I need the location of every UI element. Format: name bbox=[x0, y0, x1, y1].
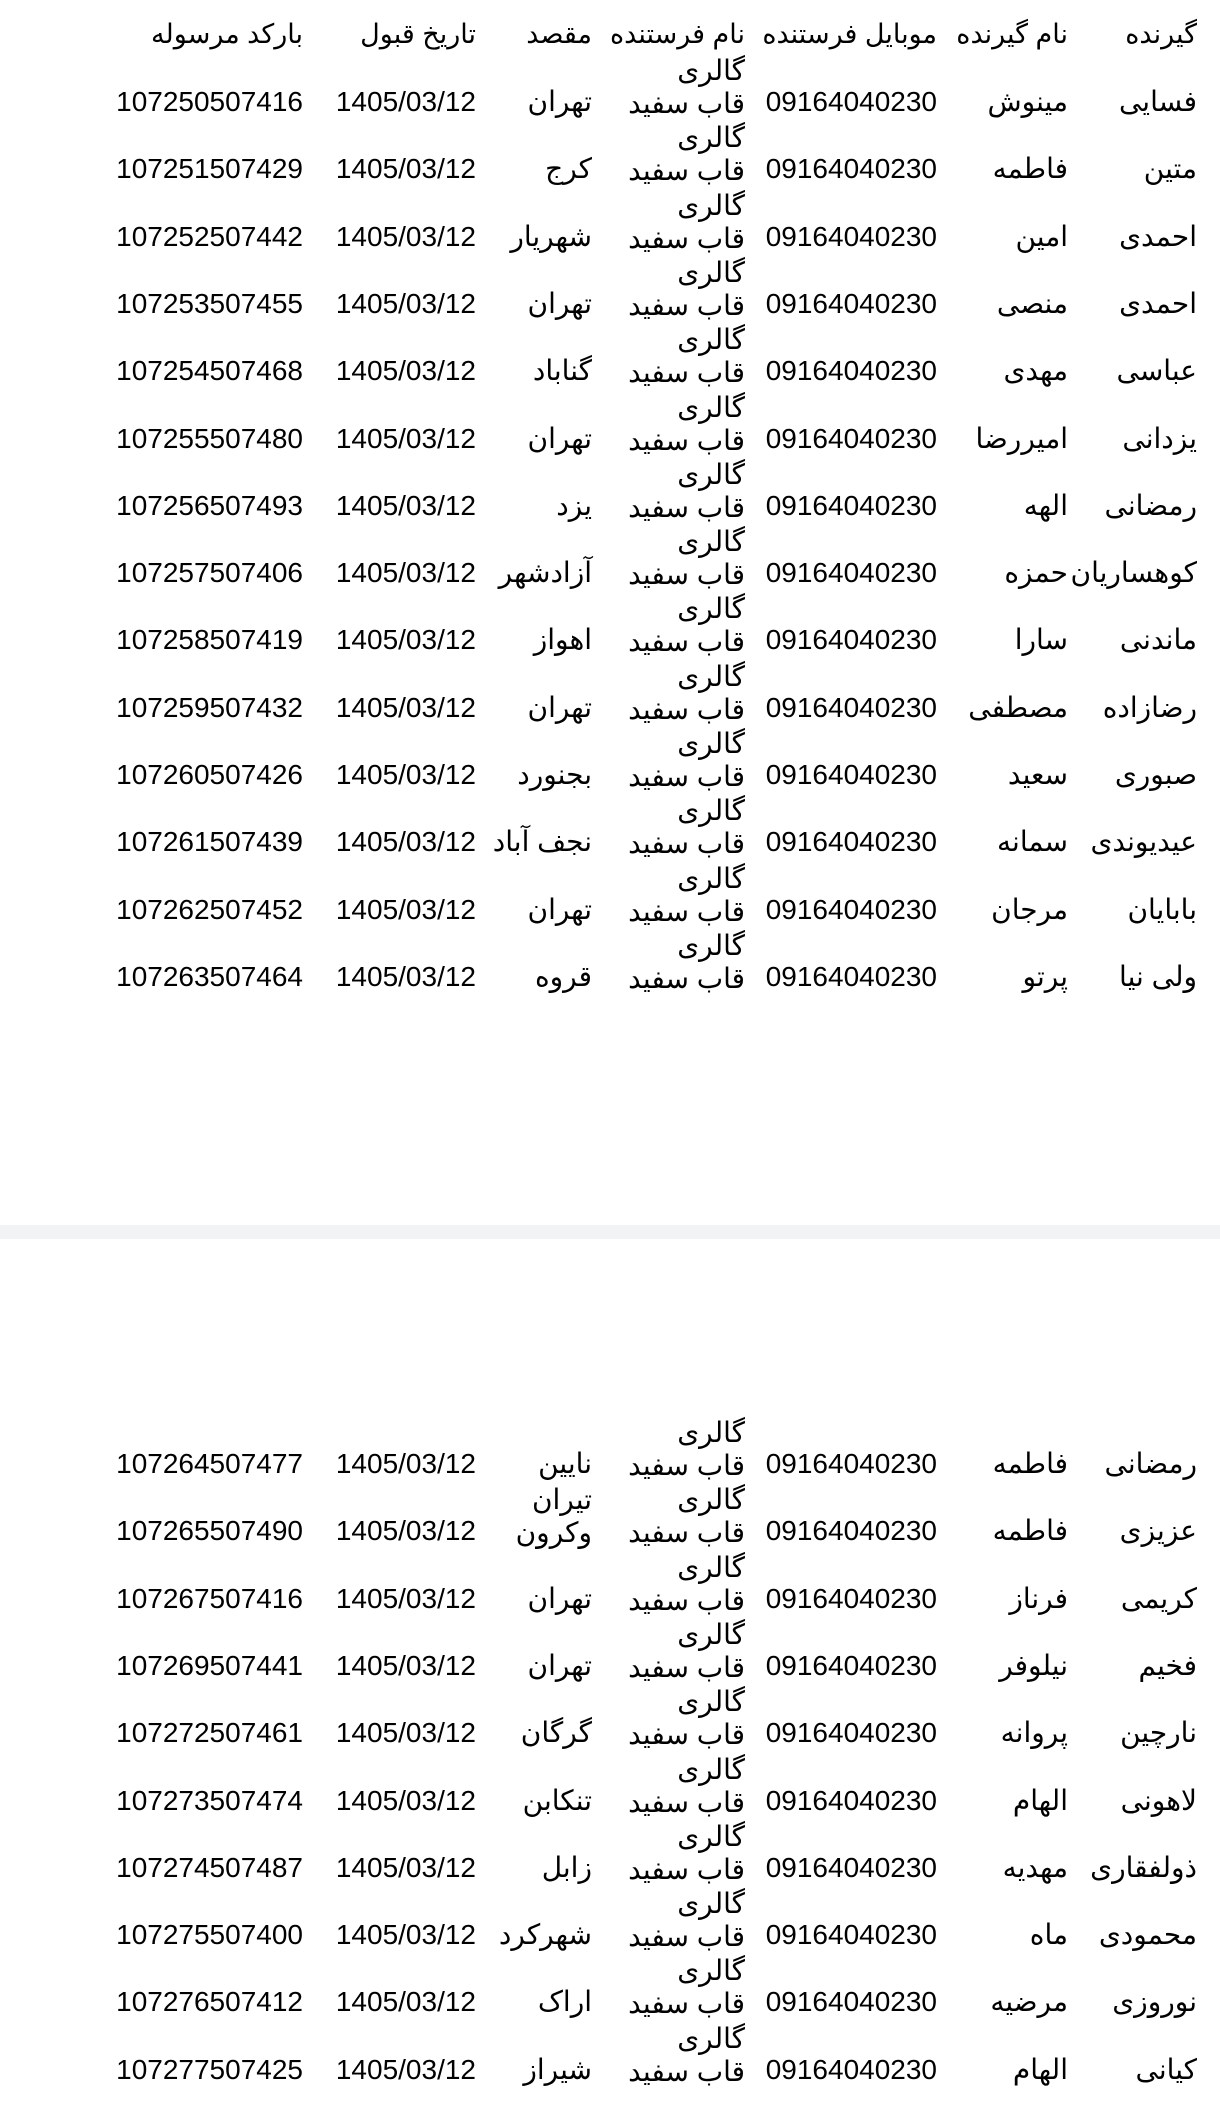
cell-date: 1405/03/12 bbox=[335, 1582, 476, 1614]
cell-name: سمانه bbox=[997, 826, 1068, 858]
cell-mobile: 09164040230 bbox=[765, 220, 937, 252]
cell-name: مرضیه bbox=[990, 1986, 1068, 2018]
cell-destination: گرگان bbox=[520, 1717, 592, 1749]
cell-recipient: رمضانی bbox=[1104, 1448, 1197, 1479]
cell-barcode: 107252507442 bbox=[116, 220, 303, 252]
cell-destination: تیران وکرون bbox=[515, 1484, 592, 1549]
cell-barcode: 107258507419 bbox=[116, 624, 303, 656]
cell-sender: گالری قاب سفید bbox=[628, 189, 745, 254]
cell-sender: گالری قاب سفید bbox=[628, 1417, 745, 1481]
cell-sender: گالری قاب سفید bbox=[628, 728, 745, 792]
cell-sender: گالری قاب سفید bbox=[628, 862, 745, 927]
cell-mobile: 09164040230 bbox=[765, 1515, 937, 1547]
cell-barcode: 107269507441 bbox=[116, 1649, 303, 1681]
cell-sender: گالری قاب سفید bbox=[628, 1888, 745, 1953]
cell-destination: نایین bbox=[538, 1448, 592, 1479]
cell-barcode: 107254507468 bbox=[116, 355, 303, 387]
header-destination: مقصد bbox=[526, 19, 592, 49]
cell-name: سارا bbox=[1014, 624, 1068, 656]
cell-sender: گالری قاب سفید bbox=[628, 593, 745, 658]
cell-sender: گالری قاب سفید bbox=[628, 1484, 745, 1549]
cell-name: فاطمه bbox=[992, 1448, 1068, 1479]
cell-date: 1405/03/12 bbox=[335, 759, 476, 790]
cell-date: 1405/03/12 bbox=[335, 1717, 476, 1749]
cell-mobile: 09164040230 bbox=[765, 153, 937, 185]
cell-mobile: 09164040230 bbox=[765, 1851, 937, 1883]
header-name: نام گیرنده bbox=[956, 19, 1068, 49]
cell-name: پروانه bbox=[1000, 1717, 1068, 1749]
cell-barcode: 107274507487 bbox=[116, 1851, 303, 1883]
cell-sender: گالری قاب سفید bbox=[628, 660, 745, 725]
cell-mobile: 09164040230 bbox=[765, 355, 937, 387]
cell-sender: گالری قاب سفید bbox=[628, 122, 745, 187]
cell-mobile: 09164040230 bbox=[765, 1784, 937, 1816]
cell-barcode: 107255507480 bbox=[116, 422, 303, 454]
cell-date: 1405/03/12 bbox=[335, 489, 476, 521]
cell-date: 1405/03/12 bbox=[335, 86, 476, 117]
cell-date: 1405/03/12 bbox=[335, 1919, 476, 1951]
header-date: تاریخ قبول bbox=[360, 19, 476, 49]
cell-barcode: 107260507426 bbox=[116, 759, 303, 790]
cell-name: حمزه bbox=[1004, 557, 1068, 589]
cell-barcode: 107275507400 bbox=[116, 1919, 303, 1951]
cell-name: مینوش bbox=[987, 86, 1068, 117]
cell-destination: تهران bbox=[527, 691, 592, 723]
cell-date: 1405/03/12 bbox=[335, 2053, 476, 2085]
cell-date: 1405/03/12 bbox=[335, 893, 476, 925]
cell-recipient: رمضانی bbox=[1104, 489, 1197, 521]
cell-mobile: 09164040230 bbox=[765, 960, 937, 992]
cell-mobile: 09164040230 bbox=[765, 1582, 937, 1614]
cell-barcode: 107277507425 bbox=[116, 2053, 303, 2085]
cell-recipient: احمدی bbox=[1119, 220, 1197, 252]
cell-sender: گالری قاب سفید bbox=[628, 1955, 745, 2020]
cell-sender: گالری قاب سفید bbox=[628, 1753, 745, 1818]
cell-sender: گالری قاب سفید bbox=[628, 1820, 745, 1885]
cell-sender: گالری قاب سفید bbox=[628, 55, 745, 119]
header-mobile: موبایل فرستنده bbox=[762, 19, 937, 49]
cell-date: 1405/03/12 bbox=[335, 624, 476, 656]
cell-name: سعید bbox=[1007, 759, 1068, 790]
cell-mobile: 09164040230 bbox=[765, 691, 937, 723]
cell-recipient: رضازاده bbox=[1102, 691, 1197, 723]
cell-date: 1405/03/12 bbox=[335, 1448, 476, 1479]
cell-barcode: 107256507493 bbox=[116, 489, 303, 521]
cell-recipient: ولی نیا bbox=[1119, 960, 1197, 992]
cell-recipient: عیدیوندی bbox=[1090, 826, 1197, 858]
cell-barcode: 107253507455 bbox=[116, 287, 303, 319]
cell-mobile: 09164040230 bbox=[765, 1919, 937, 1951]
cell-destination: شهرکرد bbox=[498, 1919, 592, 1951]
document-page-2 bbox=[0, 1239, 1220, 2109]
cell-name: نیلوفر bbox=[999, 1649, 1068, 1681]
cell-date: 1405/03/12 bbox=[335, 153, 476, 185]
cell-destination: شیراز bbox=[523, 2053, 592, 2085]
cell-recipient: صبوری bbox=[1114, 759, 1197, 790]
cell-name: امیررضا bbox=[975, 422, 1068, 454]
cell-destination: اراک bbox=[537, 1986, 592, 2018]
cell-barcode: 107276507412 bbox=[116, 1986, 303, 2018]
header-recipient: گیرنده bbox=[1125, 19, 1197, 49]
cell-mobile: 09164040230 bbox=[765, 893, 937, 925]
cell-barcode: 107264507477 bbox=[116, 1448, 303, 1479]
cell-destination: تهران bbox=[527, 422, 592, 454]
cell-date: 1405/03/12 bbox=[335, 557, 476, 589]
cell-name: الهه bbox=[1023, 489, 1068, 521]
cell-mobile: 09164040230 bbox=[765, 1986, 937, 2018]
cell-recipient: متین bbox=[1143, 153, 1197, 185]
cell-mobile: 09164040230 bbox=[765, 1448, 937, 1479]
cell-date: 1405/03/12 bbox=[335, 1515, 476, 1547]
cell-destination: گناباد bbox=[532, 355, 592, 387]
cell-sender: گالری قاب سفید bbox=[628, 1686, 745, 1751]
cell-recipient: فخیم bbox=[1138, 1649, 1197, 1681]
cell-barcode: 107250507416 bbox=[116, 86, 303, 117]
cell-sender: گالری قاب سفید bbox=[628, 256, 745, 321]
cell-sender: گالری قاب سفید bbox=[628, 458, 745, 523]
cell-mobile: 09164040230 bbox=[765, 1649, 937, 1681]
cell-destination: کرج bbox=[545, 153, 592, 185]
cell-sender: گالری قاب سفید bbox=[628, 1551, 745, 1616]
cell-barcode: 107265507490 bbox=[116, 1515, 303, 1547]
cell-sender: گالری قاب سفید bbox=[628, 324, 745, 389]
cell-recipient: کوهساریان bbox=[1070, 557, 1197, 589]
cell-date: 1405/03/12 bbox=[335, 1649, 476, 1681]
cell-date: 1405/03/12 bbox=[335, 1851, 476, 1883]
cell-name: ماه bbox=[1029, 1919, 1068, 1951]
cell-mobile: 09164040230 bbox=[765, 624, 937, 656]
cell-destination: تهران bbox=[527, 86, 592, 117]
cell-recipient: بابایان bbox=[1127, 893, 1197, 925]
cell-barcode: 107272507461 bbox=[116, 1717, 303, 1749]
cell-name: منصی bbox=[996, 287, 1068, 319]
cell-sender: گالری قاب سفید bbox=[628, 1618, 745, 1683]
cell-name: امین bbox=[1015, 220, 1068, 252]
cell-name: الهام bbox=[1012, 2053, 1068, 2085]
cell-destination: زابل bbox=[541, 1851, 592, 1883]
cell-date: 1405/03/12 bbox=[335, 826, 476, 858]
cell-date: 1405/03/12 bbox=[335, 1784, 476, 1816]
cell-date: 1405/03/12 bbox=[335, 422, 476, 454]
cell-recipient: ماندنی bbox=[1119, 624, 1197, 656]
cell-mobile: 09164040230 bbox=[765, 557, 937, 589]
header-barcode: بارکد مرسوله bbox=[151, 19, 303, 49]
cell-mobile: 09164040230 bbox=[765, 759, 937, 790]
cell-sender: گالری قاب سفید bbox=[628, 391, 745, 456]
cell-barcode: 107257507406 bbox=[116, 557, 303, 589]
cell-barcode: 107259507432 bbox=[116, 691, 303, 723]
header-sender: نام فرستنده bbox=[610, 19, 745, 49]
cell-recipient: نارچین bbox=[1120, 1717, 1197, 1749]
cell-destination: تهران bbox=[527, 1649, 592, 1681]
cell-name: فاطمه bbox=[992, 153, 1068, 185]
cell-recipient: نوروزی bbox=[1112, 1986, 1197, 2018]
cell-recipient: عباسی bbox=[1116, 355, 1197, 387]
cell-mobile: 09164040230 bbox=[765, 826, 937, 858]
cell-sender: گالری قاب سفید bbox=[628, 795, 745, 860]
cell-mobile: 09164040230 bbox=[765, 287, 937, 319]
cell-mobile: 09164040230 bbox=[765, 86, 937, 117]
cell-mobile: 09164040230 bbox=[765, 2053, 937, 2085]
cell-recipient: کریمی bbox=[1120, 1582, 1197, 1614]
cell-name: فرناز bbox=[1009, 1582, 1068, 1614]
cell-barcode: 107263507464 bbox=[116, 960, 303, 992]
cell-recipient: یزدانی bbox=[1122, 422, 1197, 454]
cell-destination: تنکابن bbox=[522, 1784, 592, 1816]
cell-name: مهدیه bbox=[1002, 1851, 1068, 1883]
cell-date: 1405/03/12 bbox=[335, 220, 476, 252]
cell-date: 1405/03/12 bbox=[335, 960, 476, 992]
cell-sender: گالری قاب سفید bbox=[628, 526, 745, 591]
cell-name: پرتو bbox=[1022, 960, 1068, 992]
cell-recipient: لاهونی bbox=[1120, 1784, 1197, 1816]
cell-recipient: عزیزی bbox=[1119, 1515, 1197, 1547]
cell-destination: شهریار bbox=[510, 220, 592, 252]
cell-barcode: 107273507474 bbox=[116, 1784, 303, 1816]
cell-mobile: 09164040230 bbox=[765, 422, 937, 454]
cell-barcode: 107262507452 bbox=[116, 893, 303, 925]
cell-destination: قروه bbox=[534, 960, 592, 992]
cell-mobile: 09164040230 bbox=[765, 489, 937, 521]
cell-barcode: 107251507429 bbox=[116, 153, 303, 185]
cell-recipient: کیانی bbox=[1135, 2053, 1197, 2085]
cell-destination: اهواز bbox=[533, 624, 592, 656]
cell-destination: تهران bbox=[527, 287, 592, 319]
cell-name: مهدی bbox=[1003, 355, 1068, 387]
cell-destination: یزد bbox=[556, 489, 592, 521]
cell-name: فاطمه bbox=[992, 1515, 1068, 1547]
page-separator bbox=[0, 1225, 1220, 1239]
cell-destination: بجنورد bbox=[517, 759, 592, 790]
cell-name: مرجان bbox=[991, 893, 1068, 925]
cell-sender: گالری قاب سفید bbox=[628, 2022, 745, 2087]
cell-sender: گالری قاب سفید bbox=[628, 929, 745, 994]
cell-barcode: 107267507416 bbox=[116, 1582, 303, 1614]
cell-date: 1405/03/12 bbox=[335, 1986, 476, 2018]
cell-date: 1405/03/12 bbox=[335, 691, 476, 723]
cell-destination: تهران bbox=[527, 1582, 592, 1614]
cell-destination: آزادشهر bbox=[498, 557, 592, 589]
cell-recipient: احمدی bbox=[1119, 287, 1197, 319]
cell-name: مصطفی bbox=[968, 691, 1068, 723]
cell-recipient: ذولفقاری bbox=[1090, 1851, 1197, 1883]
cell-name: الهام bbox=[1012, 1784, 1068, 1816]
cell-mobile: 09164040230 bbox=[765, 1717, 937, 1749]
cell-barcode: 107261507439 bbox=[116, 826, 303, 858]
cell-destination: نجف آباد bbox=[492, 826, 592, 858]
cell-destination: تهران bbox=[527, 893, 592, 925]
cell-recipient: فسایی bbox=[1118, 86, 1197, 117]
cell-date: 1405/03/12 bbox=[335, 287, 476, 319]
cell-recipient: محمودی bbox=[1098, 1919, 1197, 1951]
cell-date: 1405/03/12 bbox=[335, 355, 476, 387]
